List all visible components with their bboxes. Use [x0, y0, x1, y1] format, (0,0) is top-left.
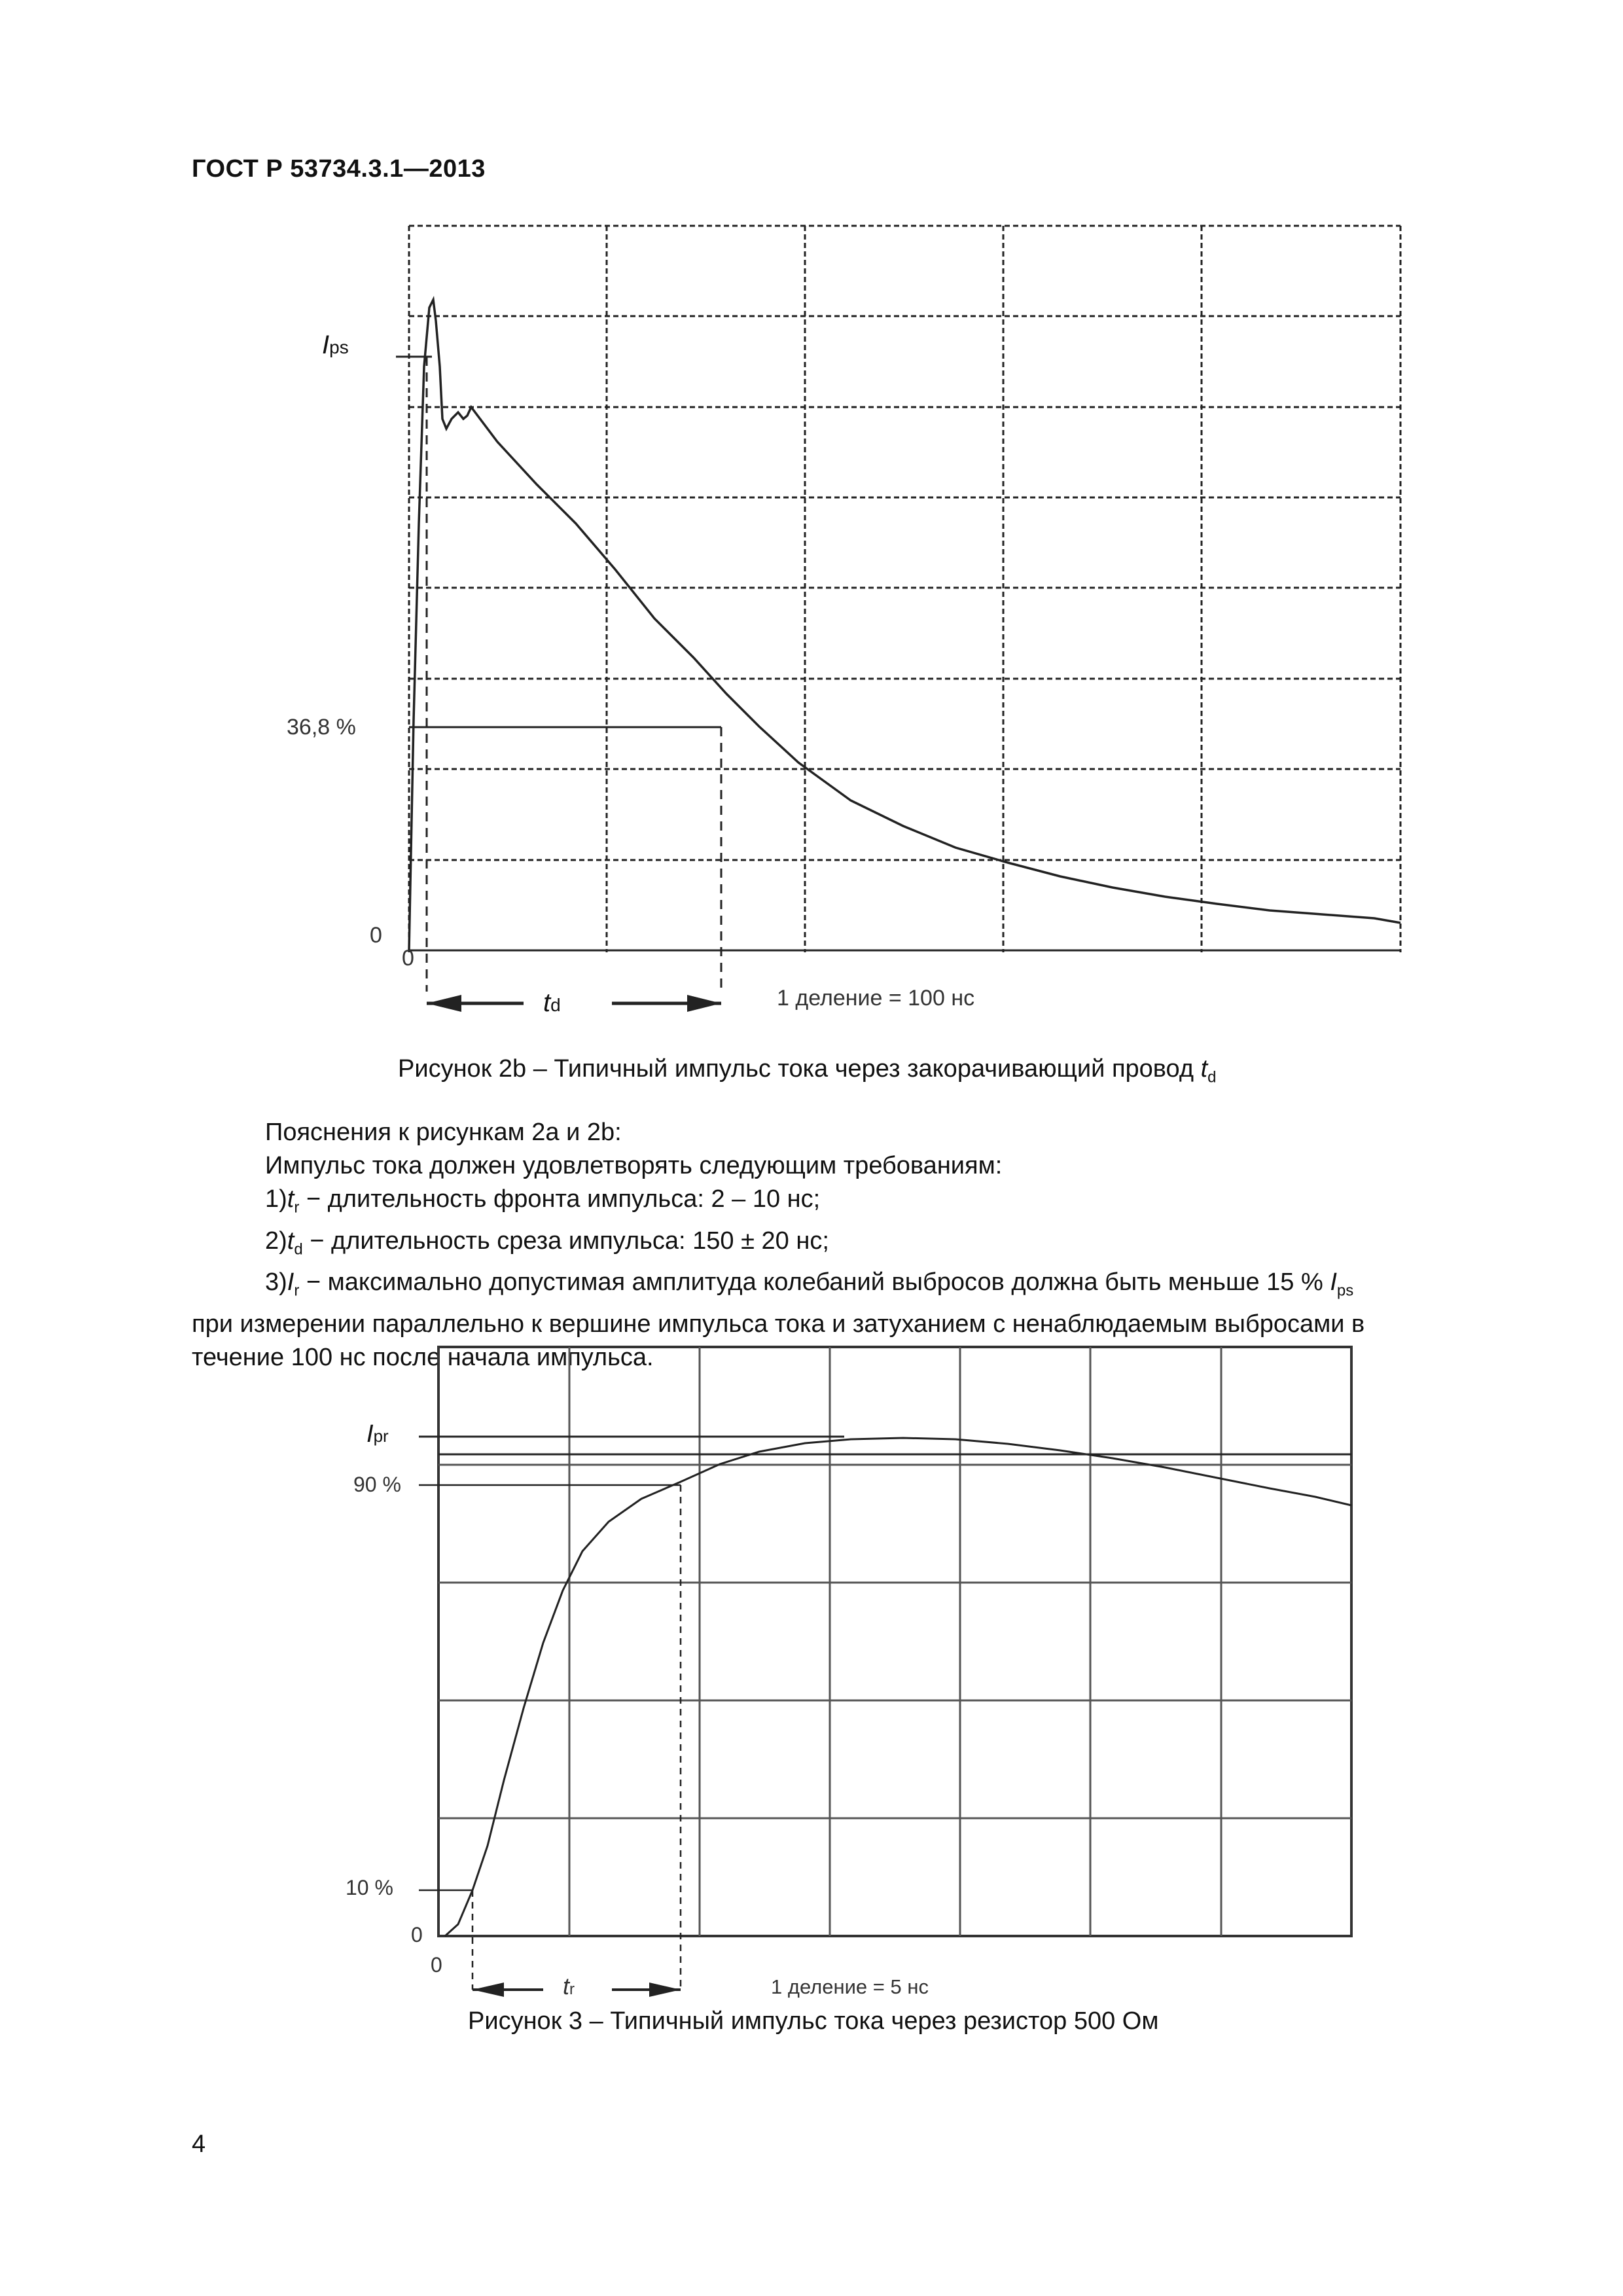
explanation-item-3-line-3: течение 100 нс после начала импульса.	[192, 1343, 654, 1371]
td-label: td	[543, 988, 561, 1017]
explanation-item-1: $1)t_r$ − длительность фронта импульса: 2 – 10 нс;	[265, 1185, 821, 1217]
figure-2b-caption: Рисунок 2b – Типичный импульс тока через закорачивающий провод $t_d$	[398, 1055, 1217, 1086]
grid-3	[438, 1347, 1351, 1936]
fig3-x-zero-label: 0	[431, 1953, 442, 1977]
tr-label: tr	[563, 1973, 575, 2000]
ips-label: Ips	[322, 331, 349, 359]
ipr-label: Ipr	[366, 1420, 389, 1448]
y-zero-label: 0	[370, 923, 382, 948]
figure-2b	[0, 0, 1623, 1113]
page-number: 4	[192, 2130, 206, 2158]
figure-3-caption: Рисунок 3 – Типичный импульс тока через резистор 500 Ом	[468, 2007, 1159, 2035]
level-10-label: 10 %	[346, 1876, 393, 1899]
grid-2b	[409, 226, 1400, 952]
division-note-3: 1 деление = 5 нс	[771, 1975, 929, 1998]
explanation-item-2: $2)t_d$ − длительность среза импульса: 150 ± 20 нс;	[265, 1227, 829, 1259]
x-zero-label: 0	[402, 946, 414, 971]
explanation-item-3-line-2: при измерении параллельно к вершине импульса тока и затуханием с ненаблюдаемым выбросами в	[192, 1310, 1365, 1338]
division-note-2b: 1 деление = 100 нс	[777, 986, 975, 1011]
explanations-title: Пояснения к рисункам 2a и 2b:	[265, 1119, 622, 1146]
level-90-label: 90 %	[353, 1473, 401, 1496]
level-368-label: 36,8 %	[287, 715, 356, 740]
explanation-item-3: $3)I_r$ − максимально допустимая амплитуда колебаний выбросов должна быть меньше 15 % $I_{ps}$	[265, 1268, 1354, 1300]
current-pulse-curve	[409, 300, 1400, 950]
explanations-intro: Импульс тока должен удовлетворять следующим требованиям:	[265, 1152, 1003, 1179]
standard-header: ГОСТ Р 53734.3.1—2013	[192, 155, 486, 183]
fig3-y-zero-label: 0	[411, 1923, 423, 1946]
figure-3	[0, 1309, 1623, 2062]
rise-pulse-curve	[445, 1438, 1351, 1936]
